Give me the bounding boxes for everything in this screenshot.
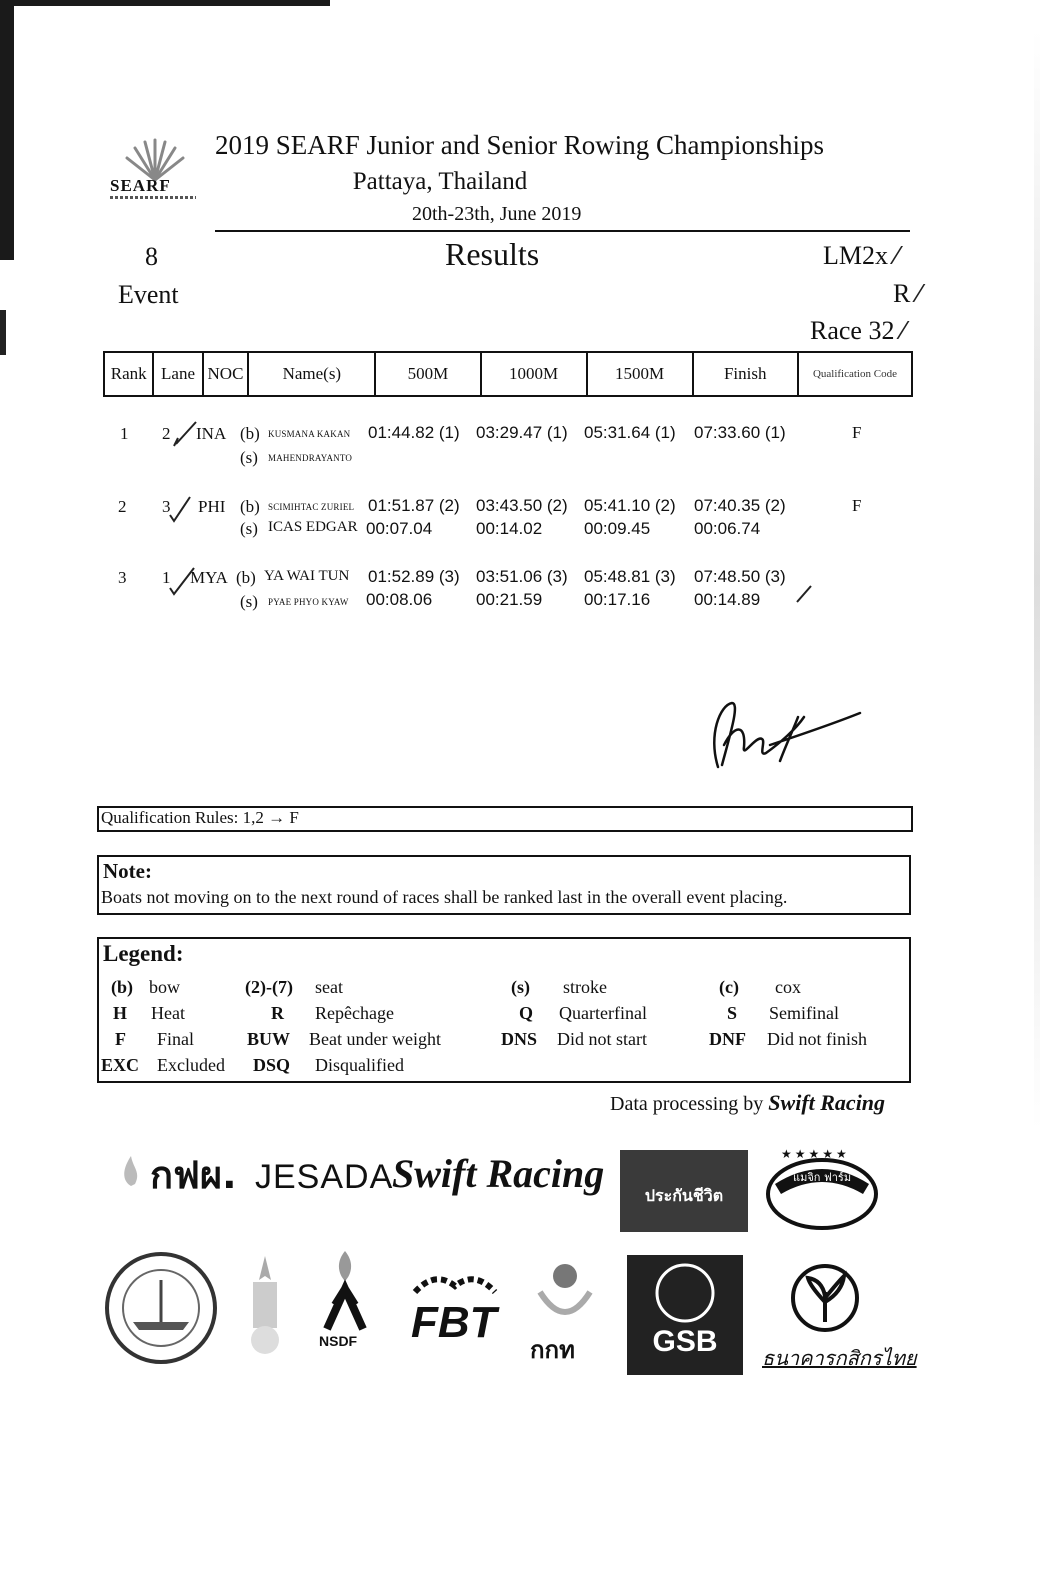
- qualification-rules: Qualification Rules: 1,2 → F: [97, 806, 913, 832]
- stroke-name: PYAE PHYO KYAW: [268, 597, 349, 607]
- table-row: [0, 493, 1040, 543]
- stroke-tag: (s): [240, 592, 258, 611]
- delta-1000m: 00:14.02: [476, 519, 543, 538]
- bow-name: YA WAI TUN: [264, 568, 350, 584]
- royal-emblem: [235, 1250, 295, 1360]
- event-dates: 20th-23th, June 2019: [412, 203, 582, 225]
- table-row: [0, 564, 1040, 614]
- results-table-header: [103, 351, 913, 397]
- championship-title: 2019 SEARF Junior and Senior Rowing Championships: [215, 130, 825, 160]
- port-authority-seal: [103, 1250, 219, 1366]
- col-names: Name(s): [248, 352, 375, 396]
- rank: 1: [120, 424, 129, 443]
- col-qualification-code: Qualification Code: [798, 352, 912, 396]
- noc: PHI: [198, 497, 226, 516]
- bow-name: SCIMIHTAC ZURIEL: [268, 502, 355, 512]
- bow-tag: (b): [236, 568, 256, 587]
- legend-desc: Did not finish: [767, 1029, 868, 1049]
- gsb-emblem-icon: [627, 1255, 743, 1325]
- boat-class: LM2x ⁄: [823, 240, 900, 270]
- split-500m: 01:52.89 (3): [368, 567, 460, 586]
- magic-farm-badge-icon: [763, 1148, 881, 1232]
- laurel-icon: [405, 1262, 505, 1302]
- legend-desc: Excluded: [157, 1055, 225, 1075]
- legend-title: Legend:: [103, 941, 184, 966]
- legend-desc: bow: [149, 977, 180, 997]
- delta-1000m: 00:21.59: [476, 590, 543, 609]
- legend-item: H: [113, 1003, 128, 1023]
- legend-desc: Quarterfinal: [559, 1003, 647, 1023]
- split-1500m: 05:31.64 (1): [584, 423, 676, 442]
- noc: MYA: [190, 568, 228, 587]
- finish-time: 07:33.60 (1): [694, 423, 786, 442]
- check-mark-icon: ⁄: [894, 315, 907, 345]
- rank: 2: [118, 497, 127, 516]
- legend-item: DSQ: [253, 1055, 291, 1075]
- round-code: R ⁄: [893, 278, 922, 308]
- split-1000m: 03:51.06 (3): [476, 567, 568, 586]
- col-1000m: 1000M: [481, 352, 587, 396]
- event-label: Event: [118, 280, 179, 309]
- col-rank: Rank: [104, 352, 153, 396]
- col-finish: Finish: [693, 352, 798, 396]
- legend-item: R: [271, 1003, 284, 1023]
- legend-desc: Semifinal: [769, 1003, 839, 1023]
- stroke-tag: (s): [240, 448, 258, 467]
- legend-box: [97, 937, 911, 1083]
- stroke-tag: (s): [240, 519, 258, 538]
- legend-item: Q: [519, 1003, 534, 1023]
- gsb-logo: GSB: [627, 1255, 743, 1375]
- legend-item: (2)-(7): [245, 977, 293, 997]
- seal-icon: [103, 1250, 219, 1366]
- check-mark-icon: ⁄: [910, 278, 922, 308]
- legend-desc: Repêchage: [315, 1003, 394, 1023]
- note-text: Boats not moving on to the next round of races shall be ranked last in the overall event placing.: [101, 887, 788, 907]
- delta-1500m: 00:09.45: [584, 519, 651, 538]
- lane: 1: [162, 568, 171, 587]
- split-1500m: 05:41.10 (2): [584, 496, 676, 515]
- searf-logo-text: SEARF: [110, 176, 171, 195]
- magic-farm-logo: ★ ★ ★ ★ ★ แมจิก ฟาร์ม: [763, 1148, 881, 1232]
- split-1000m: 03:43.50 (2): [476, 496, 568, 515]
- legend-desc: seat: [315, 977, 343, 997]
- lane: 3: [162, 497, 171, 516]
- legend-item: (b): [111, 977, 133, 997]
- bow-tag: (b): [240, 424, 260, 443]
- torch-icon: [305, 1245, 385, 1335]
- qualification-code: F: [852, 423, 862, 442]
- legend-item: EXC: [101, 1055, 140, 1075]
- col-1500m: 1500M: [587, 352, 693, 396]
- stroke-name: ICAS EDGAR: [268, 519, 358, 535]
- check-mark-icon: [166, 493, 194, 523]
- check-mark-icon: [795, 584, 815, 604]
- scan-artifact-top: [0, 0, 330, 6]
- delta-500m: 00:08.06: [366, 590, 433, 609]
- legend-desc: Disqualified: [315, 1055, 404, 1075]
- finish-time: 07:40.35 (2): [694, 496, 786, 515]
- col-noc: NOC: [203, 352, 249, 396]
- finish-time: 07:48.50 (3): [694, 567, 786, 586]
- noc: INA: [196, 424, 227, 443]
- scan-artifact-left: [0, 0, 14, 260]
- rank: 3: [118, 568, 127, 587]
- legend-desc: Did not start: [557, 1029, 647, 1049]
- kbank-leaf-icon: [758, 1262, 893, 1342]
- split-1000m: 03:29.47 (1): [476, 423, 568, 442]
- legend-desc: stroke: [563, 977, 607, 997]
- bow-name: KUSMANA KAKAN: [268, 429, 351, 439]
- note-box: [97, 855, 911, 915]
- legend-item: DNS: [501, 1029, 538, 1049]
- legend-item: F: [115, 1029, 126, 1049]
- legend-desc: Heat: [151, 1003, 185, 1023]
- scan-artifact-left-lower: [0, 310, 6, 355]
- location: Pattaya, Thailand: [352, 168, 528, 195]
- check-mark-icon: ⁄: [888, 240, 900, 270]
- sat-emblem-icon: [520, 1252, 610, 1332]
- legend-item: (s): [511, 977, 530, 997]
- delta-finish: 00:06.74: [694, 519, 761, 538]
- legend-desc: Final: [157, 1029, 195, 1049]
- header-rule: [215, 230, 910, 232]
- searf-logo-subtext: [110, 196, 196, 199]
- delta-finish: 00:14.89: [694, 590, 761, 609]
- split-500m: 01:44.82 (1): [368, 423, 460, 442]
- lane: 2: [162, 424, 171, 443]
- legend-desc: Beat under weight: [309, 1029, 441, 1049]
- split-500m: 01:51.87 (2): [368, 496, 460, 515]
- col-500m: 500M: [375, 352, 480, 396]
- col-lane: Lane: [153, 352, 202, 396]
- insurance-logo: ประกันชีวิต: [620, 1150, 748, 1232]
- legend-item: S: [727, 1003, 738, 1023]
- check-mark-icon: [170, 420, 198, 450]
- delta-1500m: 00:17.16: [584, 590, 651, 609]
- flame-icon: [111, 1150, 151, 1190]
- sat-logo: กกท: [520, 1252, 610, 1372]
- fbt-logo: FBT: [405, 1262, 505, 1362]
- royal-emblem-icon: [235, 1250, 295, 1360]
- swift-racing-credit: Swift Racing: [768, 1090, 886, 1115]
- event-number: 8: [145, 242, 158, 271]
- data-processing-credit: Data processing by Swift Racing: [610, 1090, 886, 1115]
- split-1500m: 05:48.81 (3): [584, 567, 676, 586]
- legend-item: (c): [719, 977, 739, 997]
- nsdf-logo: NSDF: [305, 1245, 385, 1365]
- results-heading: Results: [445, 236, 540, 272]
- kasikornbank-logo: ธนาคารกสิกรไทย: [758, 1262, 893, 1382]
- qualification-code: F: [852, 496, 862, 515]
- race-number: Race 32 ⁄: [810, 315, 907, 345]
- signature-icon: [700, 695, 870, 775]
- jesada-logo: JESADA: [255, 1158, 394, 1196]
- bow-tag: (b): [240, 497, 260, 516]
- legend-desc: cox: [775, 977, 801, 997]
- note-title: Note:: [103, 859, 152, 883]
- swift-racing-logo: Swift Racing: [392, 1151, 605, 1196]
- legend-item: BUW: [247, 1029, 291, 1049]
- svg-text:★ ★ ★ ★ ★: ★ ★ ★ ★ ★: [781, 1148, 847, 1161]
- legend-item: DNF: [709, 1029, 746, 1049]
- delta-500m: 00:07.04: [366, 519, 433, 538]
- table-row: [0, 420, 1040, 470]
- stroke-name: MAHENDRAYANTO: [268, 453, 353, 463]
